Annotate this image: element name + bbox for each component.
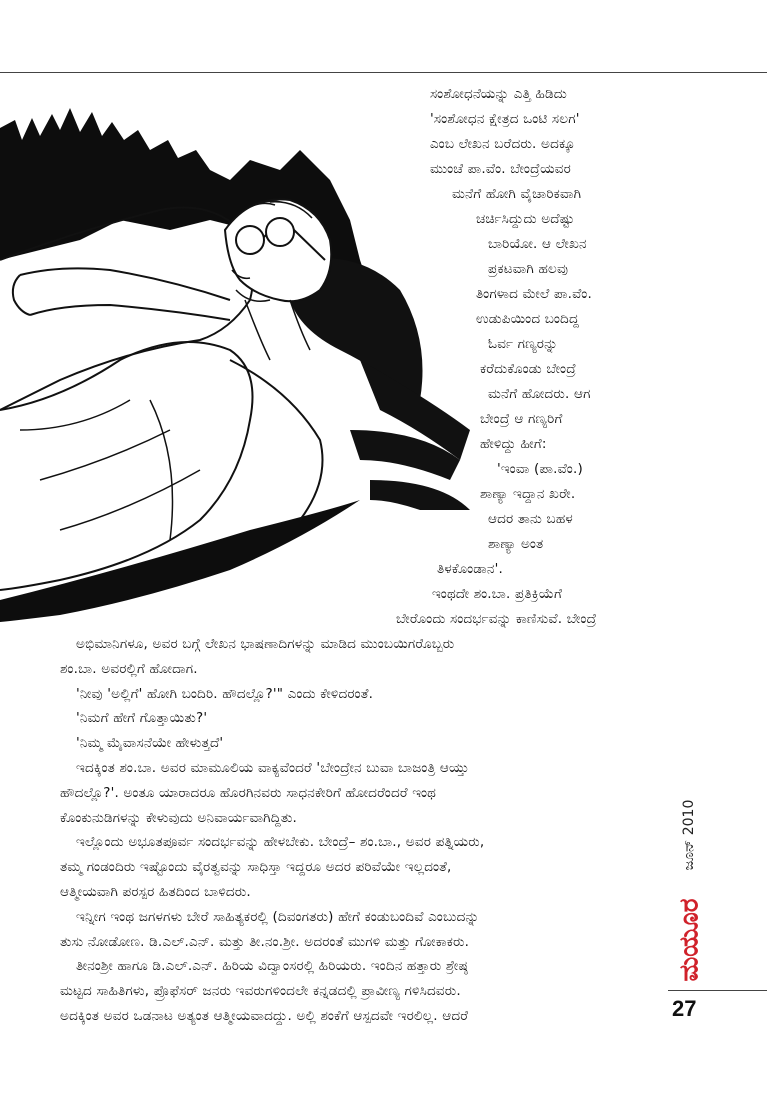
page-number: 27 [672,996,697,1021]
text-line: 'ನಿಮ್ಮ ಮೈವಾಸನೆಯೇ ಹೇಳುತ್ತದೆ' [76,735,224,752]
text-line: ತೀನಂಶ್ರೀ ಹಾಗೂ ಡಿ.ಎಲ್.ಎನ್. ಹಿರಿಯ ವಿದ್ವಾಂಸರಲ್ಲಿ ಹಿರಿಯರು. ಇಂದಿನ ಹತ್ತಾರು ಶ್ರೇಷ್ಠ [76,958,468,975]
text-line: ಶಾಣ್ಯಾ ಇದ್ದಾನ ಖರೇ. [480,486,576,502]
text-line: ತಮ್ಮ ಗಂಡಂದಿರು ಇಷ್ಟೊಂದು ವೈರತ್ವವನ್ನು ಸಾಧಿಸ್ತಾ ಇದ್ದರೂ ಅದರ ಪರಿವೆಯೇ ಇಲ್ಲದಂತೆ, [60,859,452,876]
text-line: ಉಡುಪಿಯಿಂದ ಬಂದಿದ್ದ [476,311,580,327]
text-line: ಶಂ.ಬಾ. ಅವರಲ್ಲಿಗೆ ಹೋದಾಗ. [60,660,198,677]
text-line: ಹೇಳಿದ್ದು ಹೀಗೆ: [480,436,547,452]
text-line: 'ನೀವು 'ಅಲ್ಲಿಗೆ' ಹೋಗಿ ಬಂದಿರಿ. ಹೌದಲ್ಲೊ?'" ಎಂದು ಕೇಳಿದರಂತೆ. [76,685,374,702]
text-line: ತಿಳಕೊಂಡಾನ'. [437,561,503,577]
text-line: ತಿಂಗಳಾದ ಮೇಲೆ ಪಾ.ವೆಂ. [476,286,592,302]
text-line: ಇದಕ್ಕಿಂತ ಶಂ.ಬಾ. ಅವರ ಮಾಮೂಲಿಯ ವಾಕ್ಯವೆಂದರೆ 'ಬೇಂದ್ರೇನ ಬುವಾ ಬಾಜಂತ್ರಿ ಆಯ್ತು [76,760,470,776]
text-line: ಇಲ್ಲೊಂದು ಅಭೂತಪೂರ್ವ ಸಂದರ್ಭವನ್ನು ಹೇಳಬೇಕು. ಬೇಂದ್ರೆ– ಶಂ.ಬಾ., ಅವರ ಪತ್ನಿಯರು, [76,834,485,851]
text-line: ಮಟ್ಟದ ಸಾಹಿತಿಗಳು, ಪ್ರೊಫೆಸರ್ ಜನರು ಇವರುಗಳಿಂದಲೇ ಕನ್ನಡದಲ್ಲಿ ಪ್ರಾವೀಣ್ಯ ಗಳಿಸಿದವರು. [60,983,461,1000]
text-line: ಅದಕ್ಕಿಂತ ಅವರ ಒಡನಾಟ ಅತ್ಯಂತ ಆತ್ಮೀಯವಾದದ್ದು. ಅಲ್ಲಿ ಶಂಕೆಗೆ ಆಸ್ಪದವೇ ಇರಲಿಲ್ಲ. ಆದರೆ [60,1008,469,1024]
text-line: ಪ್ರಕಟವಾಗಿ ಹಲವು [488,261,569,277]
text-line: 'ಇಂವಾ (ಪಾ.ವೆಂ.) [497,461,583,477]
text-line: ಅಭಿಮಾನಿಗಳೂ, ಅವರ ಬಗ್ಗೆ ಲೇಖನ ಭಾಷಣಾದಿಗಳನ್ನು ಮಾಡಿದ ಮುಂಬಯಿಗರೊಬ್ಬರು [76,636,455,652]
text-line: ಕೊಂಕುನುಡಿಗಳನ್ನು ಕೇಳುವುದು ಅನಿವಾರ್ಯವಾಗಿದ್ದಿತು. [60,809,298,826]
text-line: ಮನೆಗೆ ಹೋದರು. ಆಗ [488,386,591,402]
text-line: ಆದರ ತಾನು ಬಹಳ [488,511,573,527]
text-line: ಸಂಶೋಧನೆಯನ್ನು ಎತ್ತಿ ಹಿಡಿದು [430,86,567,102]
text-line: 'ನಿಮಗೆ ಹೇಗೆ ಗೊತ್ತಾಯಿತು?' [76,710,208,727]
text-line: 'ಸಂಶೋಧನ ಕ್ಷೇತ್ರದ ಒಂಟಿ ಸಲಗ' [430,111,580,127]
sidebar-rule [668,990,767,991]
text-line: ಇನ್ನೀಗ ಇಂಥ ಜಗಳಗಳು ಬೇರೆ ಸಾಹಿತ್ಯಕರಲ್ಲಿ (ದಿವಂಗತರು) ಹೇಗೆ ಕಂಡುಬಂದಿವೆ ಎಂಬುದನ್ನು [76,908,480,925]
text-line: ಎಂಬ ಲೇಖನ ಬರೆದರು. ಅದಕ್ಕೂ [430,136,576,152]
text-line: ಶಾಣ್ಯಾ ಅಂತ [488,536,544,552]
magazine-logo [668,900,712,980]
text-line: ಮುಂಚೆ ಪಾ.ವೆಂ. ಬೇಂದ್ರೆಯವರ [430,161,571,177]
text-line: ಚರ್ಚಿಸಿದ್ದುದು ಅದೆಷ್ಟು [476,211,575,227]
magazine-logo-text: ಮಯೂರ [674,898,705,982]
text-line: ಮನೆಗೆ ಹೋಗಿ ವೈಚಾರಿಕವಾಗಿ [452,186,582,202]
text-line: ಬಾರಿಯೋ. ಆ ಲೇಖನ [488,236,587,252]
text-line: ಬೇಂದ್ರೆ ಆ ಗಣ್ಯರಿಗೆ [480,411,563,427]
text-line: ಓರ್ವ ಗಣ್ಯರನ್ನು [488,336,558,352]
issue-date [674,780,704,890]
text-line: ಹೌದಲ್ಲೊ?'. ಅಂತೂ ಯಾರಾದರೂ ಹೊರಗಿನವರು ಸಾಧನಕೇರಿಗೆ ಹೋದರೆಂದರೆ ಇಂಥ [60,784,437,801]
text-line: ಇಂಥದೇ ಶಂ.ಬಾ. ಪ್ರತಿಕ್ರಿಯೆಗೆ [432,586,563,602]
text-line: ಬೇರೊಂದು ಸಂದರ್ಭವನ್ನು ಕಾಣಿಸುವೆ. ಬೇಂದ್ರೆ [396,611,597,627]
top-rule [0,72,767,73]
issue-date-label: ಜೂನ್ 2010 [681,799,697,871]
text-line: ತುಸು ನೋಡೋಣ. ಡಿ.ಎಲ್.ಎನ್. ಮತ್ತು ತೀ.ನಂ.ಶ್ರೀ. ಅದರಂತೆ ಮುಗಳಿ ಮತ್ತು ಗೋಕಾಕರು. [60,933,470,950]
text-line: ಆತ್ಮೀಯವಾಗಿ ಪರಸ್ಪರ ಹಿತದಿಂದ ಬಾಳಿದರು. [60,884,251,900]
text-line: ಕರೆದುಕೊಂಡು ಬೇಂದ್ರೆ [480,361,577,377]
